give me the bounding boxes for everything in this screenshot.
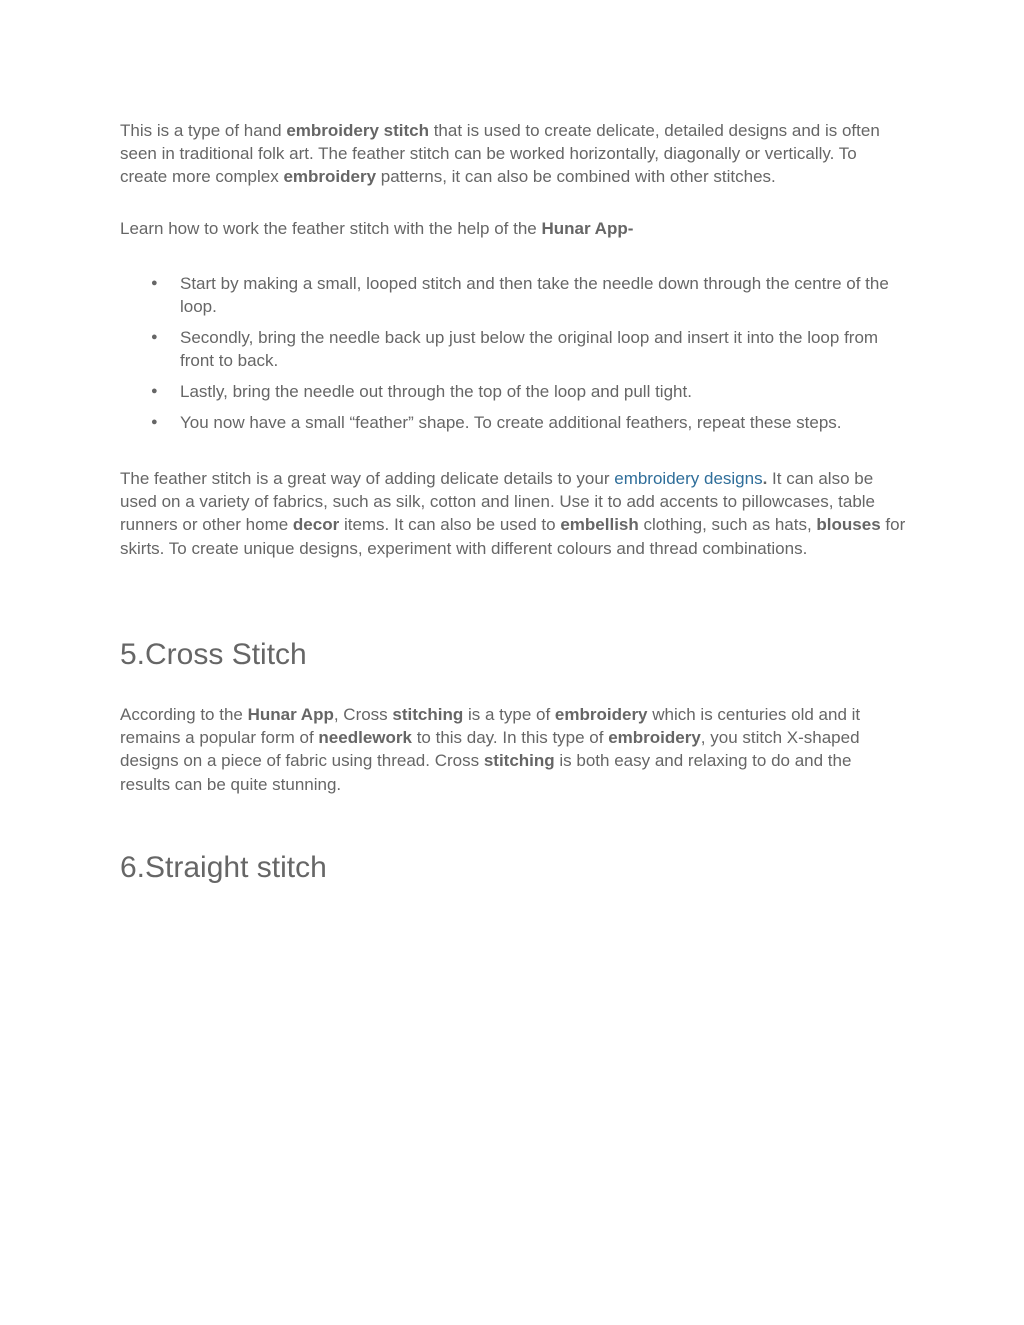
cross-text-3: is a type of: [463, 705, 555, 724]
uses-text-3: items. It can also be used to: [339, 515, 561, 535]
uses-text-1: The feather stitch is a great way of adding delicate details to your: [120, 469, 615, 488]
uses-bold-dot: .: [762, 469, 768, 488]
cross-text-7: is both easy and relaxing to do and the results can be quite stunning.: [120, 751, 852, 794]
uses-text-4: clothing, such as hats,: [638, 515, 817, 535]
steps-list: [120, 272, 906, 442]
cross-text-5: to this day. In this type of: [411, 728, 609, 748]
cross-bold-3: embroidery: [554, 705, 648, 724]
list-item: ● Start by making a small, looped stitch and then take the needle down through the centre of the loop.: [120, 272, 906, 318]
learn-text: Learn how to work the feather stitch with the help of the: [120, 219, 542, 238]
cross-text-4: which is centuries old and it remains a popular form of: [120, 705, 861, 748]
learn-paragraph: [120, 217, 633, 240]
list-item: ● Lastly, bring the needle out through the top of the loop and pull tight.: [120, 380, 906, 403]
uses-text-2: It can also be used on a variety of fabrics, such as silk, cotton and linen. Use it to add accents to pillowcases, table runners or other home: [120, 469, 876, 535]
uses-bold-3: blouses: [816, 515, 881, 535]
cross-bold-1: Hunar App: [247, 705, 334, 724]
uses-paragraph: [120, 467, 906, 560]
cross-bold-6: stitching: [483, 751, 555, 771]
list-item: ● Secondly, bring the needle back up just below the original loop and insert it into the loop from front to back.: [120, 326, 906, 372]
intro-bold-2: embroidery: [283, 167, 377, 187]
embroidery-designs-link[interactable]: embroidery designs: [614, 469, 763, 488]
intro-text-2: that is used to create delicate, detailed designs and is often seen in traditional folk art. The feather stitch can be worked horizontally, diagonally or vertically. To create more complex: [120, 121, 880, 187]
intro-paragraph: [120, 119, 906, 189]
list-item: ● You now have a small “feather” shape. To create additional feathers, repeat these steps.: [120, 411, 906, 434]
uses-bold-1: decor: [292, 515, 340, 535]
cross-text-6: , you stitch X-shaped designs on a piece of fabric using thread. Cross: [120, 728, 860, 771]
intro-bold-1: embroidery stitch: [286, 121, 429, 140]
straight-stitch-heading: 6.Straight stitch: [120, 851, 327, 884]
cross-bold-5: embroidery: [608, 728, 701, 748]
uses-text-5: for skirts. To create unique designs, experiment with different colours and thread combinations.: [120, 515, 906, 558]
cross-text-1: According to the: [120, 705, 248, 724]
learn-bold: Hunar App-: [541, 219, 634, 238]
cross-stitch-heading: 5.Cross Stitch: [120, 638, 307, 671]
uses-bold-2: embellish: [560, 515, 639, 535]
cross-stitch-paragraph: [120, 703, 906, 796]
cross-bold-4: needlework: [318, 728, 412, 748]
intro-text-1: This is a type of hand: [120, 121, 287, 140]
intro-text-3: patterns, it can also be combined with other stitches.: [376, 167, 776, 187]
cross-bold-2: stitching: [392, 705, 464, 724]
cross-text-2: , Cross: [333, 705, 393, 724]
